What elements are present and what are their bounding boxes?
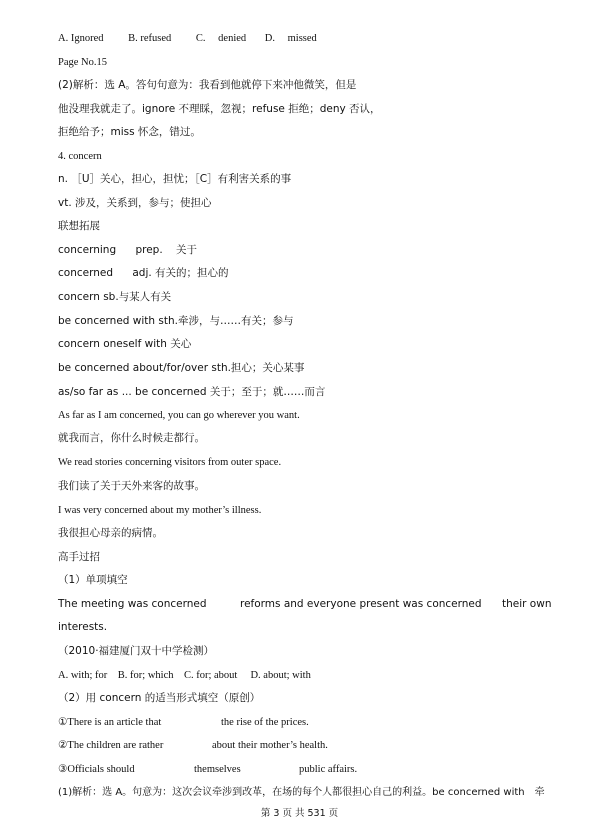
page-footer: 第 3 页 共 531 页 <box>260 808 339 819</box>
answer-explanation: (1)解析：选 A。句意为：这次会议牵涉到改革，在场的每个人都很担心自己的利益。be concerned with 牵 <box>58 787 545 798</box>
option-d-word: missed <box>287 33 317 44</box>
example-translation: 我很担心母亲的病情。 <box>58 527 163 539</box>
question-text: their own <box>502 598 552 610</box>
analysis-line-1: (2)解析：选 A。答句句意为：我看到他就停下来冲他微笑，但是 <box>58 79 357 91</box>
option-a: A. Ignored <box>58 33 104 44</box>
related-phrase: as/so far as ... be concerned 关于；至于；就……而言 <box>58 386 326 398</box>
fill-text: public affairs. <box>299 764 358 775</box>
question-text: reforms and everyone present was concerned <box>240 598 482 610</box>
related-meaning: 有关的；担心的 <box>155 267 229 279</box>
related-phrase: concern sb.与某人有关 <box>58 291 172 303</box>
page-reference: Page No.15 <box>58 57 107 68</box>
related-term: concerning <box>58 244 117 256</box>
fill-text: ①There is an article that <box>58 717 162 728</box>
fill-text: themselves <box>194 764 241 775</box>
related-term: concerned <box>58 267 113 279</box>
example-sentence: As far as I am concerned, you can go wherever you want. <box>58 410 300 421</box>
section-heading: （1）单项填空 <box>58 574 128 586</box>
fill-sentence <box>58 716 358 729</box>
related-meaning: 关于 <box>176 244 198 256</box>
practice-heading: 高手过招 <box>58 551 100 563</box>
related-heading: 联想拓展 <box>58 220 100 232</box>
related-phrase: be concerned with sth.牵涉，与……有关；参与 <box>58 315 294 327</box>
analysis-line-3: 拒绝给予；miss 怀念，错过。 <box>58 126 201 138</box>
example-translation: 就我而言，你什么时候走都行。 <box>58 432 205 444</box>
option-c-word: denied <box>218 33 247 44</box>
option-c: C. <box>195 33 206 44</box>
word-heading: 4. concern <box>58 151 102 162</box>
noun-definition: n. ［U］关心，担心，担忧；［C］有利害关系的事 <box>58 173 292 185</box>
verb-definition: vt. 涉及，关系到，参与；使担心 <box>58 197 212 209</box>
related-phrase: concern oneself with 关心 <box>58 338 192 350</box>
fill-sentence <box>58 763 378 776</box>
question-source: （2010·福建厦门双十中学检测） <box>58 645 215 657</box>
related-pos: adj. <box>132 267 152 279</box>
question-line <box>58 598 552 611</box>
answer-choices: A. with; for B. for; which C. for; about D. about; with <box>58 670 311 681</box>
example-sentence: I was very concerned about my mother’s illness. <box>58 505 262 516</box>
fill-text: the rise of the prices. <box>221 717 309 728</box>
related-item <box>58 244 197 257</box>
fill-text: ②The children are rather <box>58 740 164 751</box>
related-pos: prep. <box>135 244 163 256</box>
question-text: The meeting was concerned <box>58 598 207 610</box>
fill-text: about their mother’s health. <box>212 740 328 751</box>
section-heading: （2）用 concern 的适当形式填空（原创） <box>58 692 261 704</box>
options-line <box>58 32 317 45</box>
related-phrase: be concerned about/for/over sth.担心；关心某事 <box>58 362 305 374</box>
fill-sentence <box>58 739 358 752</box>
related-item <box>58 267 229 280</box>
question-line: interests. <box>58 621 108 633</box>
example-sentence: We read stories concerning visitors from outer space. <box>58 457 282 468</box>
example-translation: 我们读了关于天外来客的故事。 <box>58 480 205 492</box>
analysis-line-2: 他没理我就走了。ignore 不理睬，忽视；refuse 拒绝；deny 否认， <box>58 103 381 115</box>
option-d: D. <box>264 33 276 44</box>
fill-text: ③Officials should <box>58 764 135 775</box>
option-b: B. refused <box>128 33 172 44</box>
